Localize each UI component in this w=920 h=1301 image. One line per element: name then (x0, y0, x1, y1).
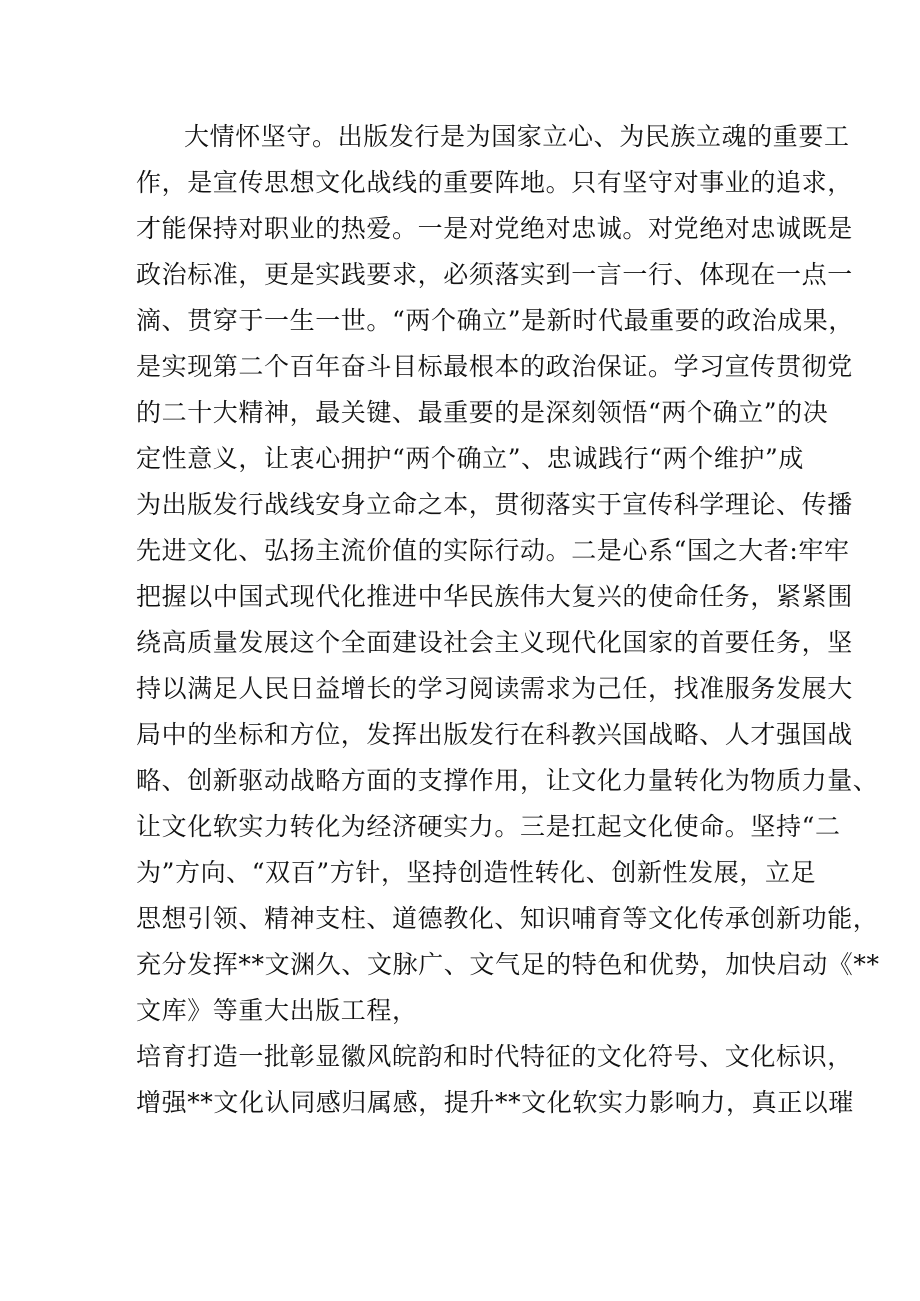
paragraph-line: 作，是宣传思想文化战线的重要阵地。只有坚守对事业的追求， (136, 168, 853, 197)
paragraph-line: 才能保持对职业的热爱。一是对党绝对忠诚。对党绝对忠诚既是 (136, 214, 853, 243)
paragraph-line: 充分发挥**文渊久、文脉广、文气足的特色和优势，加快启动《** (136, 950, 880, 979)
paragraph-line: 定性意义，让衷心拥护“两个确立”、忠诚践行“两个维护”成 (136, 444, 804, 473)
paragraph-line: 局中的坐标和方位，发挥出版发行在科教兴国战略、人才强国战 (136, 720, 853, 749)
paragraph-line: 的二十大精神，最关键、最重要的是深刻领悟“两个确立”的决 (136, 398, 829, 427)
paragraph-line: 先进文化、弘扬主流价值的实际行动。二是心系“国之大者:牢牢 (136, 536, 850, 565)
paragraph-line: 培育打造一批彰显徽风皖韵和时代特征的文化符号、文化标识， (136, 1042, 853, 1071)
paragraph-line: 持以满足人民日益增长的学习阅读需求为己任，找准服务发展大 (136, 674, 853, 703)
paragraph-line: 让文化软实力转化为经济硬实力。三是扛起文化使命。坚持“二 (136, 812, 841, 841)
paragraph-line: 略、创新驱动战略方面的支撑作用，让文化力量转化为物质力量、 (136, 766, 879, 795)
paragraph-line: 把握以中国式现代化推进中华民族伟大复兴的使命任务，紧紧围 (136, 582, 853, 611)
paragraph-line: 是实现第二个百年奋斗目标最根本的政治保证。学习宣传贯彻党 (136, 352, 853, 381)
paragraph-line: 增强**文化认同感归属感，提升**文化软实力影响力，真正以璀 (136, 1088, 855, 1117)
paragraph-line: 绕高质量发展这个全面建设社会主义现代化国家的首要任务，坚 (136, 628, 853, 657)
paragraph-line: 大情怀坚守。出版发行是为国家立心、为民族立魂的重要工 (184, 122, 850, 151)
paragraph-line: 思想引领、精神支柱、道德教化、知识哺育等文化传承创新功能， (136, 904, 879, 933)
paragraph-line: 滴、贯穿于一生一世。“两个确立”是新时代最重要的政治成果， (136, 306, 854, 335)
paragraph-line: 文库》等重大出版工程， (136, 996, 418, 1025)
paragraph-line: 为”方向、“双百”方针，坚持创造性转化、创新性发展，立足 (136, 858, 817, 887)
paragraph-line: 为出版发行战线安身立命之本，贯彻落实于宣传科学理论、传播 (136, 490, 853, 519)
paragraph-line: 政治标准，更是实践要求，必须落实到一言一行、体现在一点一 (136, 260, 853, 289)
